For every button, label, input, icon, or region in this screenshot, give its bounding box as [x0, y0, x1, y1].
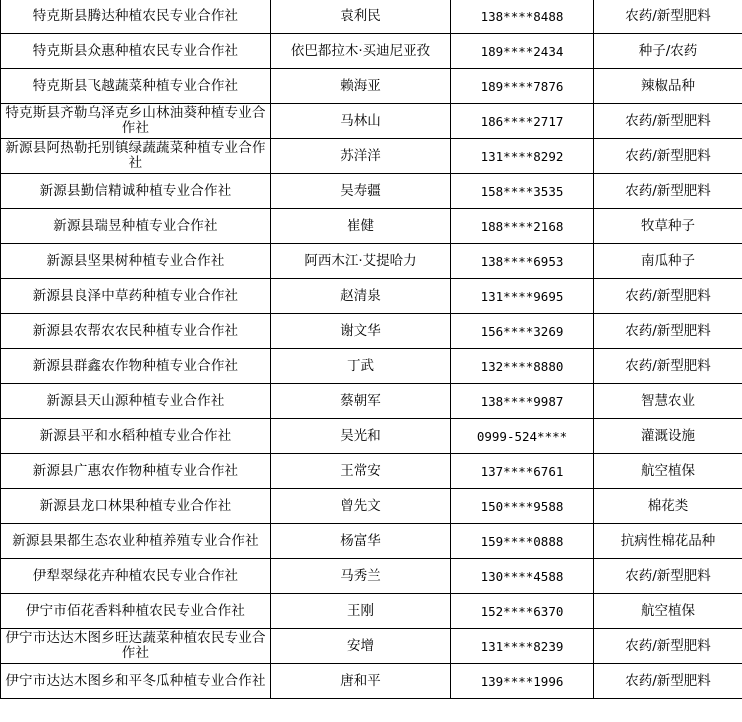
table-row	[1, 209, 742, 244]
demand-category-cell: 智慧农业	[594, 384, 742, 419]
contact-person-cell: 袁利民	[271, 0, 451, 34]
table-row	[1, 594, 742, 629]
table-row	[1, 279, 742, 314]
cooperative-name-cell: 新源县龙口林果种植专业合作社	[1, 489, 271, 524]
demand-category-cell: 抗病性棉花品种	[594, 524, 742, 559]
contact-person-cell: 苏洋洋	[271, 139, 451, 174]
demand-category-cell: 农药/新型肥料	[594, 139, 742, 174]
contact-person-cell: 曾先文	[271, 489, 451, 524]
contact-person-cell: 王刚	[271, 594, 451, 629]
demand-category-cell: 农药/新型肥料	[594, 0, 742, 34]
contact-person-cell: 王常安	[271, 454, 451, 489]
contact-person-cell: 谢文华	[271, 314, 451, 349]
phone-cell: 156****3269	[451, 314, 594, 349]
phone-cell: 188****2168	[451, 209, 594, 244]
demand-category-cell: 种子/农药	[594, 34, 742, 69]
contact-person-cell: 安增	[271, 629, 451, 664]
table-row	[1, 104, 742, 139]
demand-category-cell: 农药/新型肥料	[594, 314, 742, 349]
phone-cell: 131****8239	[451, 629, 594, 664]
phone-cell: 152****6370	[451, 594, 594, 629]
cooperative-name-cell: 伊犁翠绿花卉种植农民专业合作社	[1, 559, 271, 594]
table-row	[1, 139, 742, 174]
table-row	[1, 664, 742, 699]
cooperative-name-cell: 新源县良泽中草药种植专业合作社	[1, 279, 271, 314]
phone-cell: 159****0888	[451, 524, 594, 559]
cooperative-name-cell: 伊宁市佰花香料种植农民专业合作社	[1, 594, 271, 629]
cooperative-name-cell: 新源县平和水稻种植专业合作社	[1, 419, 271, 454]
table-row	[1, 524, 742, 559]
demand-category-cell: 航空植保	[594, 454, 742, 489]
demand-category-cell: 农药/新型肥料	[594, 174, 742, 209]
phone-cell: 0999-524****	[451, 419, 594, 454]
cooperative-name-cell: 新源县天山源种植专业合作社	[1, 384, 271, 419]
phone-cell: 130****4588	[451, 559, 594, 594]
cooperative-name-cell: 新源县群鑫农作物种植专业合作社	[1, 349, 271, 384]
contact-person-cell: 赵清泉	[271, 279, 451, 314]
table-row	[1, 0, 742, 34]
table-row	[1, 349, 742, 384]
cooperative-name-cell: 特克斯县众惠种植农民专业合作社	[1, 34, 271, 69]
table-row	[1, 34, 742, 69]
contact-person-cell: 丁武	[271, 349, 451, 384]
cooperative-name-cell: 新源县勤信精诚种植专业合作社	[1, 174, 271, 209]
demand-category-cell: 农药/新型肥料	[594, 279, 742, 314]
phone-cell: 131****8292	[451, 139, 594, 174]
cooperative-name-cell: 新源县阿热勒托别镇绿蔬蔬菜种植专业合作社	[1, 139, 271, 174]
cooperative-name-cell: 伊宁市达达木图乡和平冬瓜种植专业合作社	[1, 664, 271, 699]
phone-cell: 132****8880	[451, 349, 594, 384]
demand-category-cell: 农药/新型肥料	[594, 559, 742, 594]
cooperative-name-cell: 新源县果都生态农业种植养殖专业合作社	[1, 524, 271, 559]
contact-person-cell: 杨富华	[271, 524, 451, 559]
cooperative-name-cell: 特克斯县齐勒乌泽克乡山林油葵种植专业合作社	[1, 104, 271, 139]
cooperative-name-cell: 新源县坚果树种植专业合作社	[1, 244, 271, 279]
table-row	[1, 419, 742, 454]
table-row	[1, 314, 742, 349]
phone-cell: 138****9987	[451, 384, 594, 419]
contact-person-cell: 赖海亚	[271, 69, 451, 104]
table-row	[1, 489, 742, 524]
cooperative-name-cell: 新源县农帮农农民种植专业合作社	[1, 314, 271, 349]
contact-person-cell: 阿西木江·艾提哈力	[271, 244, 451, 279]
table-row	[1, 559, 742, 594]
table-row	[1, 244, 742, 279]
demand-category-cell: 灌溉设施	[594, 419, 742, 454]
contact-person-cell: 马秀兰	[271, 559, 451, 594]
phone-cell: 137****6761	[451, 454, 594, 489]
contact-person-cell: 蔡朝军	[271, 384, 451, 419]
table-row	[1, 174, 742, 209]
phone-cell: 139****1996	[451, 664, 594, 699]
demand-category-cell: 南瓜种子	[594, 244, 742, 279]
contact-person-cell: 依巴都拉木·买迪尼亚孜	[271, 34, 451, 69]
demand-category-cell: 辣椒品种	[594, 69, 742, 104]
contact-person-cell: 吴光和	[271, 419, 451, 454]
phone-cell: 186****2717	[451, 104, 594, 139]
table-row	[1, 454, 742, 489]
demand-category-cell: 棉花类	[594, 489, 742, 524]
cooperative-name-cell: 新源县广惠农作物种植专业合作社	[1, 454, 271, 489]
demand-category-cell: 农药/新型肥料	[594, 629, 742, 664]
table-row	[1, 384, 742, 419]
demand-category-cell: 农药/新型肥料	[594, 664, 742, 699]
contact-person-cell: 马林山	[271, 104, 451, 139]
phone-cell: 158****3535	[451, 174, 594, 209]
phone-cell: 138****8488	[451, 0, 594, 34]
demand-category-cell: 农药/新型肥料	[594, 349, 742, 384]
contact-person-cell: 吴寿疆	[271, 174, 451, 209]
demand-category-cell: 农药/新型肥料	[594, 104, 742, 139]
cooperative-name-cell: 特克斯县腾达种植农民专业合作社	[1, 0, 271, 34]
phone-cell: 150****9588	[451, 489, 594, 524]
contact-person-cell: 唐和平	[271, 664, 451, 699]
contact-person-cell: 崔健	[271, 209, 451, 244]
cooperative-name-cell: 伊宁市达达木图乡旺达蔬菜种植农民专业合作社	[1, 629, 271, 664]
table-row	[1, 629, 742, 664]
phone-cell: 189****7876	[451, 69, 594, 104]
phone-cell: 189****2434	[451, 34, 594, 69]
cooperative-name-cell: 新源县瑞昱种植专业合作社	[1, 209, 271, 244]
demand-category-cell: 航空植保	[594, 594, 742, 629]
demand-category-cell: 牧草种子	[594, 209, 742, 244]
phone-cell: 131****9695	[451, 279, 594, 314]
table-row	[1, 69, 742, 104]
cooperative-name-cell: 特克斯县飞越蔬菜种植专业合作社	[1, 69, 271, 104]
phone-cell: 138****6953	[451, 244, 594, 279]
